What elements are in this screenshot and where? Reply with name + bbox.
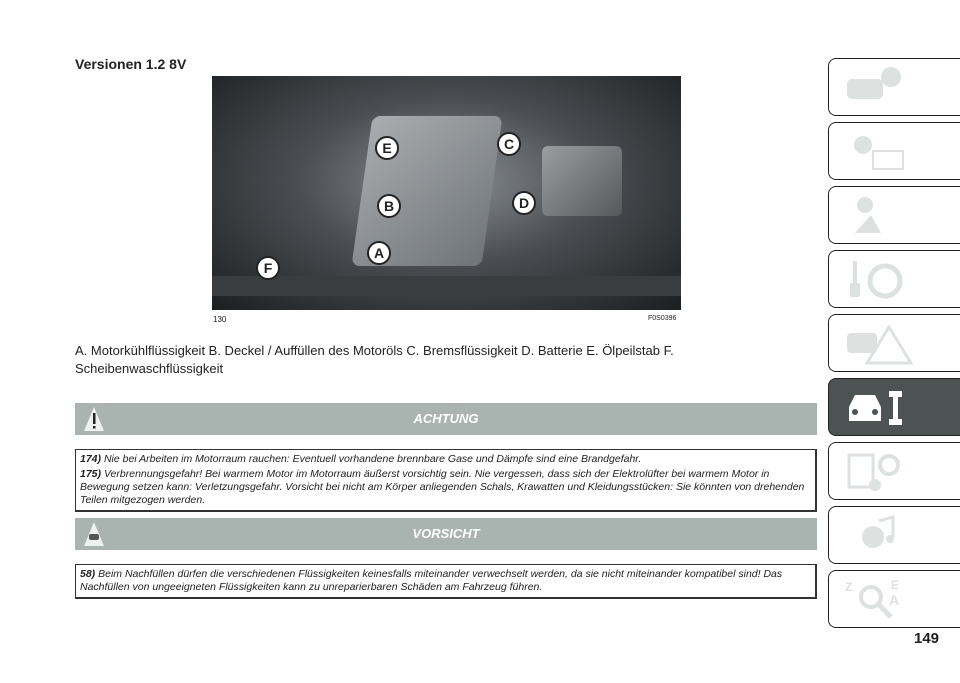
label-e: E — [375, 136, 399, 160]
warning-item — [80, 468, 811, 507]
section-title: Versionen 1.2 8V — [75, 56, 187, 72]
battery — [542, 146, 622, 216]
caution-number: 58) — [80, 568, 96, 580]
label-c: C — [497, 132, 521, 156]
caution-item — [80, 568, 811, 594]
warning-triangle-icon — [83, 406, 105, 432]
label-b: B — [377, 194, 401, 218]
svg-text:Z: Z — [845, 580, 853, 594]
warning-text: Nie bei Arbeiten im Motorraum rauchen: Eventuell vorhandene brennbare Gase und Dämpfe sind eine Brandgefahr. — [103, 453, 642, 465]
figure-code: F0S0396 — [648, 315, 677, 322]
caution-box — [75, 564, 817, 599]
lights-message-icon — [841, 129, 921, 173]
tab-lights-messages[interactable] — [828, 122, 960, 180]
specs-gear-icon — [841, 449, 921, 493]
chapter-tabs — [828, 58, 960, 634]
warning-text: Verbrennungsgefahr! Bei warmem Motor im Motorraum äußerst vorsichtig sein. Nie vergessen, dass sich der Elektrolüfter bei warmem Motor in Bewegung setzen kann: Verletzungsgefahr. Vorsicht bei nicht am Körper anliegenden Schals, Krawatten und Kleidungsstücken: Sie könnten von drehenden Teilen mitgezogen werden. — [80, 468, 805, 506]
page-number: 149 — [914, 630, 940, 647]
warning-box — [75, 449, 817, 512]
breakdown-icon — [841, 321, 921, 365]
caution-banner — [75, 518, 817, 550]
warning-section — [75, 403, 817, 512]
warning-banner — [75, 403, 817, 435]
tab-starting-driving[interactable] — [828, 250, 960, 308]
index-icon — [841, 577, 921, 621]
label-d: D — [512, 191, 536, 215]
front-crossmember — [212, 276, 681, 296]
tab-maintenance[interactable] — [828, 378, 960, 436]
airbag-seat-icon — [841, 193, 921, 237]
multimedia-icon — [841, 513, 921, 557]
svg-text:A: A — [889, 592, 900, 608]
key-steering-icon — [841, 257, 921, 301]
tab-safety[interactable] — [828, 186, 960, 244]
caution-title: VORSICHT — [412, 526, 480, 541]
warning-item — [80, 453, 811, 466]
tab-technical-data[interactable] — [828, 442, 960, 500]
tab-index[interactable] — [828, 570, 960, 628]
svg-text:E: E — [891, 578, 900, 592]
tab-multimedia[interactable] — [828, 506, 960, 564]
warning-title: ACHTUNG — [413, 411, 479, 426]
car-wrench-icon — [841, 385, 921, 429]
tab-emergency[interactable] — [828, 314, 960, 372]
engine-compartment-photo — [212, 76, 681, 310]
caution-text: Beim Nachfüllen dürfen die verschiedenen Flüssigkeiten keinesfalls miteinander verwechselt werden, da sie nicht miteinander kompatibel sind! Das Nachfüllen von ungeeigneten Flüssigkeiten kann zu unreparierbaren Schäden am Fahrzeug führen. — [80, 568, 783, 593]
figure-number: 130 — [213, 315, 227, 324]
tab-car-info[interactable] — [828, 58, 960, 116]
label-a: A — [367, 241, 391, 265]
figure-caption: A. Motorkühlflüssigkeit B. Deckel / Auffüllen des Motoröls C. Bremsflüssigkeit D. Batterie E. Ölpeilstab F. Scheibenwaschflüssigkeit — [75, 343, 674, 376]
car-info-icon — [841, 65, 921, 109]
caution-car-icon — [83, 521, 105, 547]
warning-number: 175) — [80, 468, 102, 480]
warning-number: 174) — [80, 453, 102, 465]
caution-section — [75, 518, 817, 599]
label-f: F — [256, 256, 280, 280]
